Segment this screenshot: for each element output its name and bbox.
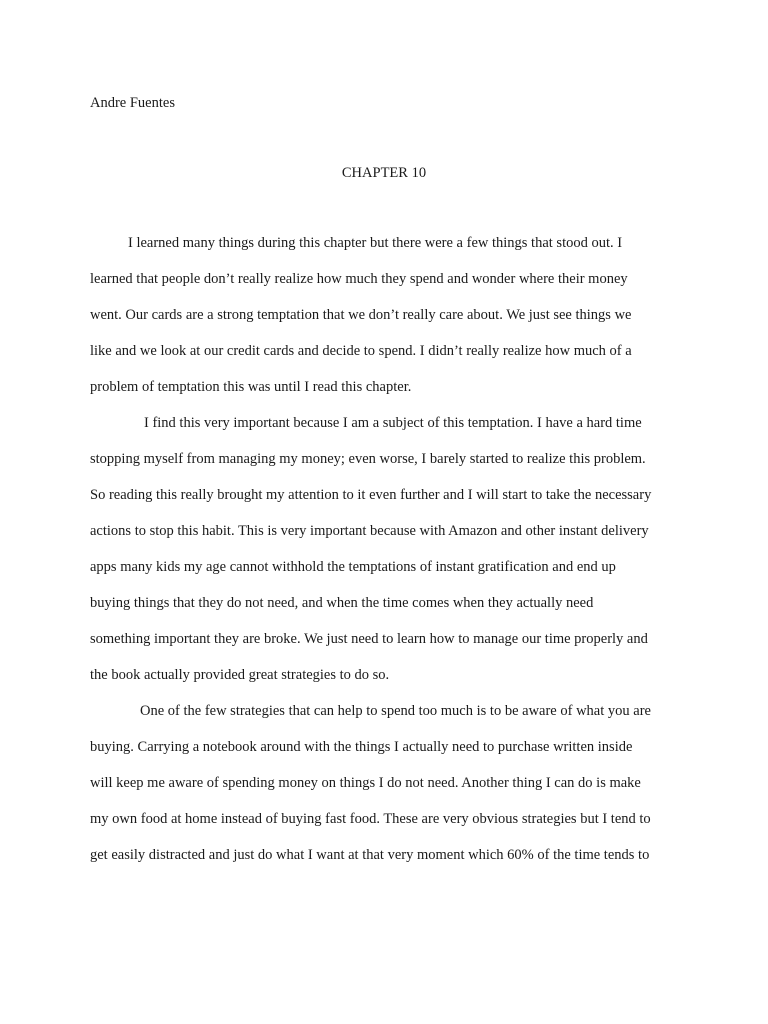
text-line: buying things that they do not need, and when the time comes when they actually need <box>90 595 594 611</box>
text-line: went. Our cards are a strong temptation that we don’t really care about. We just see things we <box>90 307 632 323</box>
text-line: get easily distracted and just do what I want at that very moment which 60% of the time tends to <box>90 847 650 863</box>
text-line: actions to stop this habit. This is very important because with Amazon and other instant delivery <box>90 523 649 539</box>
text-line: apps many kids my age cannot withhold the temptations of instant gratification and end up <box>90 559 616 575</box>
text-line: I find this very important because I am a subject of this temptation. I have a hard time <box>144 415 642 431</box>
text-line: problem of temptation this was until I read this chapter. <box>90 379 412 395</box>
text-line: like and we look at our credit cards and decide to spend. I didn’t really realize how much of a <box>90 343 632 359</box>
text-line: my own food at home instead of buying fast food. These are very obvious strategies but I tend to <box>90 811 651 827</box>
text-line: One of the few strategies that can help to spend too much is to be aware of what you are <box>140 703 651 719</box>
author-name: Andre Fuentes <box>90 95 175 111</box>
text-line: stopping myself from managing my money; even worse, I barely started to realize this problem. <box>90 451 646 467</box>
text-line: buying. Carrying a notebook around with the things I actually need to purchase written inside <box>90 739 633 755</box>
text-line: I learned many things during this chapter but there were a few things that stood out. I <box>128 235 623 251</box>
chapter-title: CHAPTER 10 <box>341 165 427 181</box>
text-line: will keep me aware of spending money on things I do not need. Another thing I can do is make <box>90 775 641 791</box>
text-line: learned that people don’t really realize how much they spend and wonder where their money <box>90 271 628 287</box>
text-line: something important they are broke. We just need to learn how to manage our time properly and <box>90 631 648 647</box>
text-line: So reading this really brought my attention to it even further and I will start to take the necessary <box>90 487 652 503</box>
text-line: the book actually provided great strategies to do so. <box>90 667 390 683</box>
